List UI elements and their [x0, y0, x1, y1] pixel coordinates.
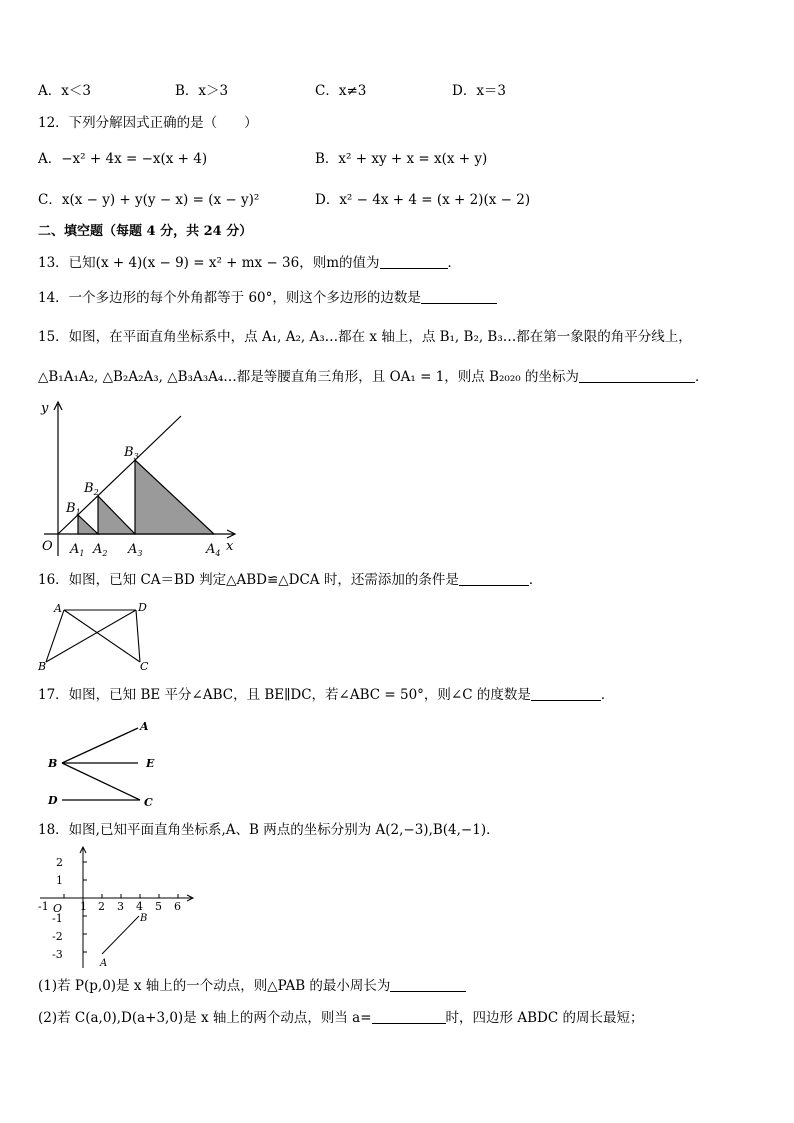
q13-end: ． [447, 255, 462, 271]
segment-bc [62, 763, 140, 800]
x-tick-label-3: 3 [117, 900, 124, 913]
label-e: E [146, 757, 155, 770]
q15-line2 [38, 368, 708, 386]
label-a3: $A_3$ [128, 542, 143, 558]
label-c: C [140, 660, 149, 673]
q17-text: 17．如图，已知 BE 平分∠ABC，且 BE∥DC，若∠ABC = 50°，则∠C 的度数是 [38, 687, 531, 703]
label-a2: $A_2$ [93, 542, 108, 558]
x-tick-label-6: 6 [174, 900, 181, 913]
q17-answer-blank[interactable] [531, 686, 601, 701]
label-a: A [54, 602, 62, 615]
q15-answer-blank[interactable] [579, 368, 695, 383]
segment-db [46, 610, 136, 662]
q17-figure [42, 716, 172, 812]
q15-line1: 15．如图，在平面直角坐标系中，点 A₁, A₂, A₃…都在 x 轴上，点 B₁, B₂, B₃…都在第一象限的角平分线上， [38, 329, 692, 345]
origin-label: O [53, 902, 63, 915]
triangle-1-outline [78, 515, 98, 534]
x-tick-label-4: 4 [136, 900, 143, 913]
triangle-3-outline [135, 460, 214, 534]
segment-dc [136, 610, 140, 662]
q18-figure [36, 846, 196, 970]
label-y: y [41, 401, 49, 416]
label-x: x [226, 539, 234, 554]
q18-sub2-answer-blank[interactable] [372, 1009, 446, 1024]
x-tick-label-neg1: -1 [38, 900, 49, 913]
point-b-label: B [140, 913, 148, 924]
segment-ab [46, 610, 64, 662]
q17 [38, 686, 614, 704]
label-c: C [144, 796, 153, 809]
y-tick-label-1: 1 [56, 874, 63, 887]
q11-option-d: D．x＝3 [452, 83, 507, 99]
q17-end: ． [600, 687, 615, 703]
q13 [38, 254, 461, 272]
label-b1: $B_1$ [66, 501, 81, 517]
q12-option-d: D．x² − 4x + 4 = (x + 2)(x − 2) [315, 192, 531, 208]
q11-option-b: B．x＞3 [175, 83, 229, 99]
q18-sub1-text: (1)若 P(p,0)是 x 轴上的一个动点，则△PAB 的最小周长为 [38, 978, 391, 994]
section-title: 二、填空题（每题 4 分，共 24 分） [38, 224, 253, 239]
q14 [38, 289, 497, 307]
label-b: B [48, 757, 58, 770]
q12-option-a: A．−x² + 4x = −x(x + 4) [38, 151, 208, 167]
label-d: D [138, 601, 147, 614]
q18-sub1-answer-blank[interactable] [390, 977, 466, 992]
q11-option-c: C．x≠3 [315, 83, 367, 99]
q12-option-b: B．x² + xy + x = x(x + y) [315, 151, 488, 167]
triangle-outlines [78, 460, 214, 534]
q15-line2-text: △B₁A₁A₂, △B₂A₂A₃, △B₃A₃A₄…都是等腰直角三角形，且 OA₁ = 1，则点 B₂₀₂₀ 的坐标为 [38, 369, 579, 385]
q13-answer-blank[interactable] [380, 254, 448, 269]
q16 [38, 571, 542, 589]
triangle-2-outline [98, 496, 135, 534]
q16-figure [36, 600, 160, 676]
y-tick-label-neg1: -1 [52, 912, 63, 925]
q18-sub2 [38, 1009, 643, 1027]
y-tick-label-neg2: -2 [52, 930, 63, 943]
point-a-label: A [100, 958, 108, 969]
x-tick-label-5: 5 [155, 900, 162, 913]
q14-text: 14．一个多边形的每个外角都等于 60°，则这个多边形的边数是 [38, 290, 421, 306]
q13-text: 13．已知(x + 4)(x − 9) = x² + mx − 36，则m的值为 [38, 255, 380, 271]
label-a: A [140, 720, 149, 733]
y-tick-label-neg3: -3 [52, 948, 63, 961]
y-tick-label-2: 2 [56, 856, 63, 869]
q18-stem: 18．如图,已知平面直角坐标系,A、B 两点的坐标分别为 A(2,−3),B(4,−1)． [38, 822, 500, 838]
segment-ac [64, 610, 140, 662]
q16-answer-blank[interactable] [459, 571, 529, 586]
label-a4: $A_4$ [206, 542, 221, 558]
ray-ba [62, 728, 138, 763]
q16-text: 16．如图，已知 CA＝BD 判定△ABD≌△DCA 时，还需添加的条件是 [38, 572, 459, 588]
label-origin: O [42, 539, 53, 554]
q15-end: ． [694, 369, 709, 385]
label-b2: $B_2$ [84, 481, 99, 497]
q12-stem: 12．下列分解因式正确的是（ ） [38, 115, 258, 131]
label-b3: $B_3$ [124, 445, 139, 461]
label-a1: $A_1$ [70, 542, 85, 558]
q15-figure [36, 398, 246, 560]
q16-end: ． [528, 572, 543, 588]
q18-sub1 [38, 977, 466, 995]
segment-ab [102, 916, 139, 954]
q18-sub2-tail: 时，四边形 ABDC 的周长最短； [445, 1010, 644, 1026]
q18-sub2-text: (2)若 C(a,0),D(a+3,0)是 x 轴上的两个动点，则当 a= [38, 1010, 372, 1026]
x-tick-label-1: 1 [80, 900, 87, 913]
x-tick-label-2: 2 [98, 900, 105, 913]
x-ticks [64, 894, 178, 898]
q14-answer-blank[interactable] [421, 289, 497, 304]
q12-option-c: C．x(x − y) + y(y − x) = (x − y)² [38, 192, 260, 208]
label-b: B [38, 660, 47, 673]
q11-option-a: A．x＜3 [38, 83, 91, 99]
label-d: D [48, 794, 58, 807]
